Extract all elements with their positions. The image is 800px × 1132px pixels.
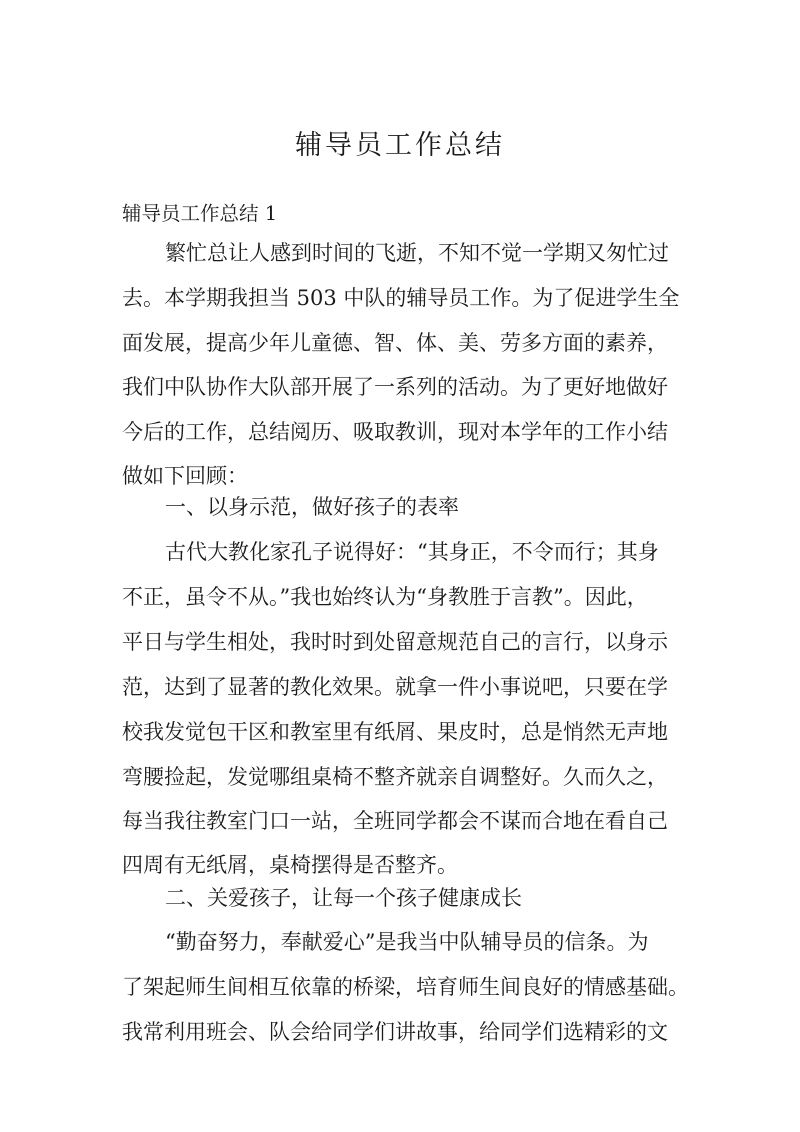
paragraph-line: 繁忙总让人感到时间的飞逝，不知不觉一学期又匆忙过 (165, 241, 669, 265)
paragraph-line: “勤奋努力，奉献爱心”是我当中队辅导员的信条。为 (165, 930, 649, 954)
paragraph-line: 四周有无纸屑，桌椅摆得是否整齐。 (122, 853, 458, 877)
paragraph-line: 去。本学期我担当 503 中队的辅导员工作。为了促进学生全 (122, 286, 680, 310)
document-subtitle: 辅导员工作总结 1 (122, 202, 278, 225)
document-title: 辅导员工作总结 (295, 130, 505, 161)
paragraph-line: 今后的工作，总结阅历、吸取教训，现对本学年的工作小结 (122, 420, 668, 444)
paragraph-line: 面发展，提高少年儿童德、智、体、美、劳多方面的素养， (122, 331, 668, 355)
paragraph-line: 不正，虽令不从。”我也始终认为“身教胜于言教”。因此， (122, 585, 648, 609)
paragraph-line: 校我发觉包干区和教室里有纸屑、果皮时，总是悄然无声地 (122, 720, 668, 744)
paragraph-line: 每当我往教室门口一站，全班同学都会不谋而合地在看自己 (122, 809, 668, 833)
paragraph-line: 古代大教化家孔子说得好：“其身正，不令而行；其身 (165, 540, 659, 564)
paragraph-line: 弯腰捡起，发觉哪组桌椅不整齐就亲自调整好。久而久之， (122, 765, 668, 789)
paragraph-line: 了架起师生间相互依靠的桥梁，培育师生间良好的情感基础。 (122, 975, 689, 999)
paragraph-line: 平日与学生相处，我时时到处留意规范自己的言行，以身示 (122, 630, 668, 654)
section-heading: 一、以身示范，做好孩子的表率 (165, 495, 459, 519)
paragraph-line: 做如下回顾： (122, 464, 248, 488)
paragraph-line: 我常利用班会、队会给同学们讲故事，给同学们选精彩的文 (122, 1020, 668, 1044)
section-heading: 二、关爱孩子，让每一个孩子健康成长 (165, 886, 522, 910)
paragraph-line: 范，达到了显著的教化效果。就拿一件小事说吧，只要在学 (122, 675, 668, 699)
paragraph-line: 我们中队协作大队部开展了一系列的活动。为了更好地做好 (122, 375, 668, 399)
